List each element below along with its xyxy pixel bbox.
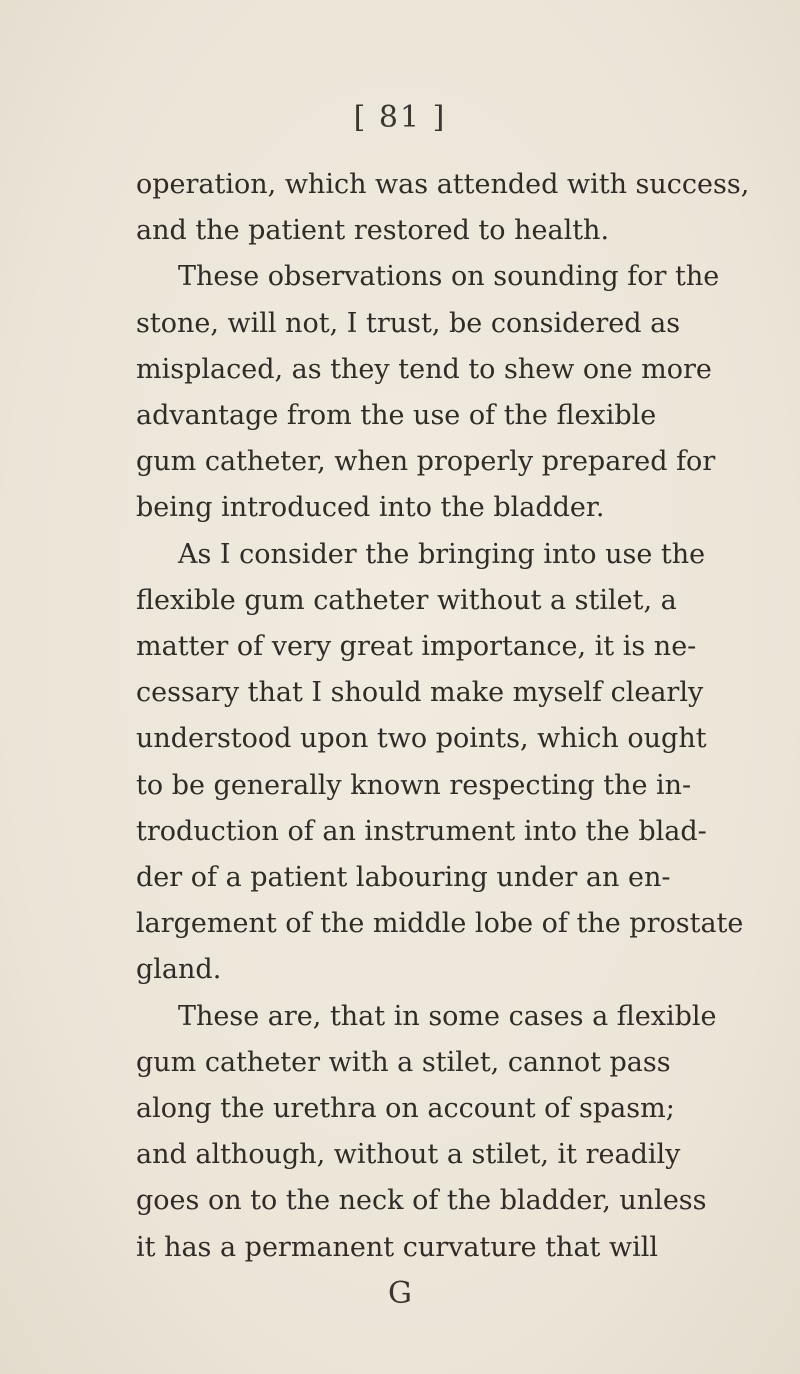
text-line: advantage from the use of the flexible bbox=[136, 400, 657, 431]
text-line: cessary that I should make myself clearly bbox=[136, 677, 704, 708]
text-line: to be generally known respecting the in- bbox=[136, 770, 692, 801]
text-line: gum catheter with a stilet, cannot pass bbox=[136, 1047, 671, 1078]
text-line: As I consider the bringing into use the bbox=[178, 539, 706, 570]
text-line: troduction of an instrument into the blad- bbox=[136, 816, 707, 847]
text-line: der of a patient labouring under an en- bbox=[136, 862, 671, 893]
text-line: gland. bbox=[136, 954, 222, 985]
text-line: understood upon two points, which ought bbox=[136, 723, 707, 754]
text-line: matter of very great importance, it is ne- bbox=[136, 631, 697, 662]
signature-mark: G bbox=[388, 1276, 412, 1311]
text-line: it has a permanent curvature that will bbox=[136, 1232, 658, 1263]
text-line: stone, will not, I trust, be considered as bbox=[136, 308, 681, 339]
text-line: and the patient restored to health. bbox=[136, 215, 610, 246]
text-line: largement of the middle lobe of the prostate bbox=[136, 908, 744, 939]
text-line: These are, that in some cases a flexible bbox=[178, 1001, 717, 1032]
page-number: [ 81 ] bbox=[353, 100, 447, 135]
text-line: misplaced, as they tend to shew one more bbox=[136, 354, 712, 385]
text-line: gum catheter, when properly prepared for bbox=[136, 446, 716, 477]
text-line: along the urethra on account of spasm; bbox=[136, 1093, 675, 1124]
text-line: being introduced into the bladder. bbox=[136, 492, 605, 523]
text-line: and although, without a stilet, it readily bbox=[136, 1139, 681, 1170]
text-line: goes on to the neck of the bladder, unless bbox=[136, 1185, 707, 1216]
text-line: These observations on sounding for the bbox=[178, 261, 720, 292]
text-line: flexible gum catheter without a stilet, a bbox=[136, 585, 677, 616]
text-line: operation, which was attended with success, bbox=[136, 169, 750, 200]
